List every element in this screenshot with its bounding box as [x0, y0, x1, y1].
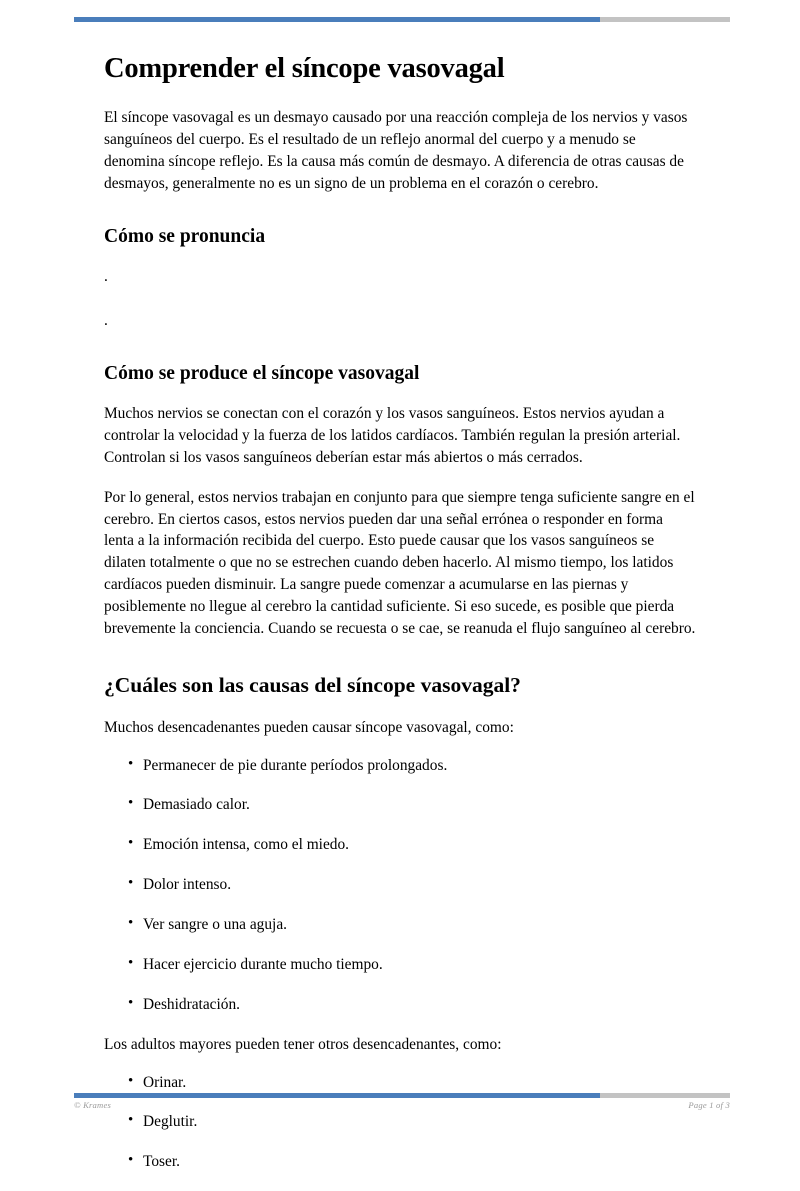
list-item: • Orinar. — [104, 1072, 696, 1094]
footer-rule — [74, 1093, 730, 1098]
page-title: Comprender el síncope vasovagal — [104, 53, 505, 84]
footer-copyright: © Krames — [74, 1100, 112, 1110]
footer-rule-gray-segment — [600, 1093, 730, 1098]
page-footer — [74, 1100, 730, 1110]
causes-lead-in: Muchos desencadenantes pueden causar síncope vasovagal, como: — [104, 718, 514, 736]
how-it-happens-paragraph-1: Muchos nervios se conectan con el corazón y los vasos sanguíneos. Estos nervios ayudan a controlar la velocidad y la fuerza de los latidos cardíacos. También regulan la presión arterial. Controlan si los vasos sanguíneos deberían estar más abiertos o más cerrados. — [104, 405, 681, 466]
list-item: • Demasiado calor. — [104, 794, 696, 816]
section-heading-causes: ¿Cuáles son las causas del síncope vasovagal? — [104, 672, 521, 697]
list-item: • Deshidratación. — [104, 994, 696, 1016]
older-adults-trigger-list — [104, 1072, 696, 1174]
list-item: • Ver sangre o una aguja. — [104, 914, 696, 936]
pronunciation-list — [104, 266, 696, 332]
list-item: • Permanecer de pie durante períodos prolongados. — [104, 755, 696, 777]
section-heading-how-it-happens: Cómo se produce el síncope vasovagal — [104, 362, 420, 384]
list-item: • Toser. — [104, 1151, 696, 1173]
list-item: . — [104, 267, 108, 285]
footer-page-number: Page 1 of 3 — [688, 1100, 730, 1110]
list-item: • Emoción intensa, como el miedo. — [104, 834, 696, 856]
older-adults-lead-in: Los adultos mayores pueden tener otros desencadenantes, como: — [104, 1035, 502, 1053]
header-rule-blue-segment — [74, 17, 600, 22]
causes-trigger-list — [104, 755, 696, 1016]
document-content — [104, 52, 696, 1191]
list-item: • Hacer ejercicio durante mucho tiempo. — [104, 954, 696, 976]
section-heading-pronunciation: Cómo se pronuncia — [104, 225, 266, 247]
header-rule — [74, 17, 730, 22]
list-item: • Dolor intenso. — [104, 874, 696, 896]
footer-rule-blue-segment — [74, 1093, 600, 1098]
list-item: . — [104, 311, 108, 329]
header-rule-gray-segment — [600, 17, 730, 22]
intro-paragraph: El síncope vasovagal es un desmayo causado por una reacción compleja de los nervios y vasos sanguíneos del cuerpo. Es el resultado de un reflejo anormal del cuerpo y a menudo se denomina síncope reflejo. Es la causa más común de desmayo. A diferencia de otras causas de desmayos, generalmente no es un signo de un problema en el corazón o cerebro. — [104, 109, 688, 192]
list-item: • Deglutir. — [104, 1111, 696, 1133]
how-it-happens-paragraph-2: Por lo general, estos nervios trabajan en conjunto para que siempre tenga suficiente sangre en el cerebro. En ciertos casos, estos nervios pueden dar una señal errónea o responder en forma lenta a la información recibida del cuerpo. Esto puede causar que los vasos sanguíneos se dilaten totalmente o que no se estrechen cuando deben hacerlo. Al mismo tiempo, los latidos cardíacos pueden disminuir. La sangre puede comenzar a acumularse en las piernas y posiblemente no llegue al cerebro la cantidad suficiente. Si eso sucede, es posible que pierda brevemente la conciencia. Cuando se recuesta o se cae, se reanuda el flujo sanguíneo al cerebro. — [104, 488, 696, 637]
